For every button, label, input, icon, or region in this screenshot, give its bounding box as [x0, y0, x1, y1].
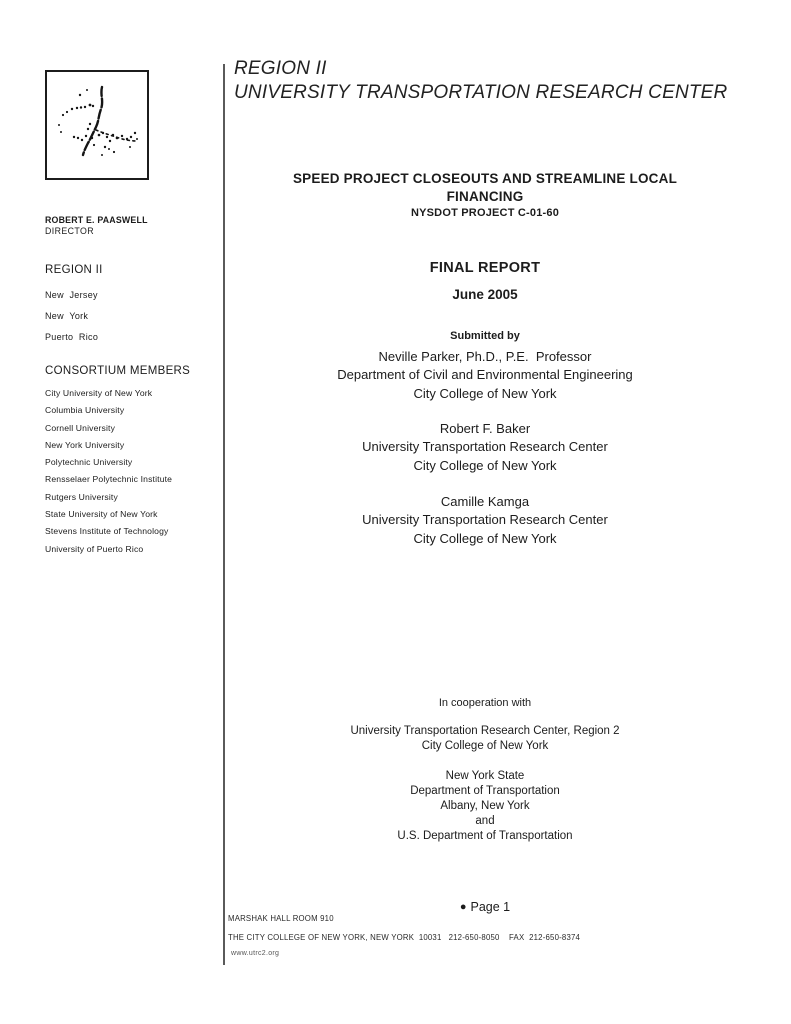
consortium-member: Cornell University — [45, 422, 116, 433]
consortium-member: Polytechnic University — [45, 457, 133, 468]
sidebar-region-block — [45, 263, 220, 348]
author-institution: City College of New York — [413, 530, 557, 546]
bullet-icon: ● — [459, 901, 467, 913]
director-title: DIRECTOR — [45, 226, 94, 236]
consortium-member: Stevens Institute of Technology — [45, 526, 169, 537]
consortium-member: State University of New York — [45, 509, 158, 520]
sidebar-director-block — [45, 215, 220, 237]
author-name: Robert F. Baker — [439, 421, 531, 436]
director-name: ROBERT E. PAASWELL — [45, 215, 148, 225]
footer-address: THE CITY COLLEGE OF NEW YORK, NEW YORK 10031 212-650-8050 FAX 212-650-8374 — [228, 933, 581, 942]
footer-room: MARSHAK HALL ROOM 910 — [228, 914, 334, 923]
footer-address-block — [228, 914, 748, 957]
page-marker — [225, 900, 745, 914]
author-name: Neville Parker, Ph.D., P.E. Professor — [378, 349, 592, 364]
letterhead-title — [234, 57, 774, 105]
region-item: New Jersey — [45, 290, 98, 300]
author-name: Camille Kamga — [440, 494, 530, 509]
letterhead-line2: UNIVERSITY TRANSPORTATION RESEARCH CENTER — [234, 82, 728, 103]
report-type: FINAL REPORT — [429, 260, 541, 276]
region-heading: REGION II — [45, 264, 103, 276]
author-affiliation: University Transportation Research Center — [362, 512, 608, 528]
page-number-label: Page 1 — [470, 900, 511, 914]
cooperation-line: and — [475, 815, 495, 827]
author-block — [225, 420, 745, 475]
consortium-member: Rensselaer Polytechnic Institute — [45, 474, 173, 485]
report-date: June 2005 — [452, 287, 518, 302]
cooperation-line: City College of New York — [421, 740, 549, 752]
author-institution: City College of New York — [413, 385, 557, 401]
cooperation-group — [225, 724, 745, 754]
cooperation-line: Department of Transportation — [410, 785, 560, 797]
letterhead-line1: REGION II — [234, 58, 327, 79]
consortium-member: City University of New York — [45, 388, 153, 398]
consortium-member: University of Puerto Rico — [45, 543, 144, 554]
sidebar-consortium-block — [45, 364, 230, 558]
region-item: Puerto Rico — [45, 332, 99, 342]
author-affiliation: University Transportation Research Center — [362, 439, 608, 455]
author-affiliation: Department of Civil and Environmental Engineering — [337, 367, 633, 383]
author-institution: City College of New York — [413, 457, 557, 473]
cooperation-line: University Transportation Research Center, Region 2 — [350, 725, 620, 737]
region-item: New York — [45, 311, 89, 321]
author-block — [225, 493, 745, 548]
cooperation-label: In cooperation with — [438, 697, 532, 709]
submitted-by-label: Submitted by — [450, 330, 520, 342]
consortium-heading: CONSORTIUM MEMBERS — [45, 365, 191, 377]
utrc-logo-box — [45, 70, 149, 180]
project-number: NYSDOT PROJECT C-01-60 — [410, 207, 560, 219]
cooperation-line: New York State — [445, 770, 525, 782]
consortium-member: New York University — [45, 439, 125, 450]
consortium-member: Rutgers University — [45, 491, 118, 502]
region-map-icon — [47, 72, 147, 178]
cooperation-group — [225, 769, 745, 844]
author-block — [225, 348, 745, 403]
report-title-line2: FINANCING — [446, 189, 524, 204]
report-title-line1: SPEED PROJECT CLOSEOUTS AND STREAMLINE LOCAL — [292, 171, 678, 186]
cooperation-line: U.S. Department of Transportation — [397, 830, 573, 842]
consortium-member: Columbia University — [45, 405, 125, 416]
cooperation-line: Albany, New York — [440, 800, 530, 812]
footer-website: www.utrc2.org — [231, 950, 280, 957]
